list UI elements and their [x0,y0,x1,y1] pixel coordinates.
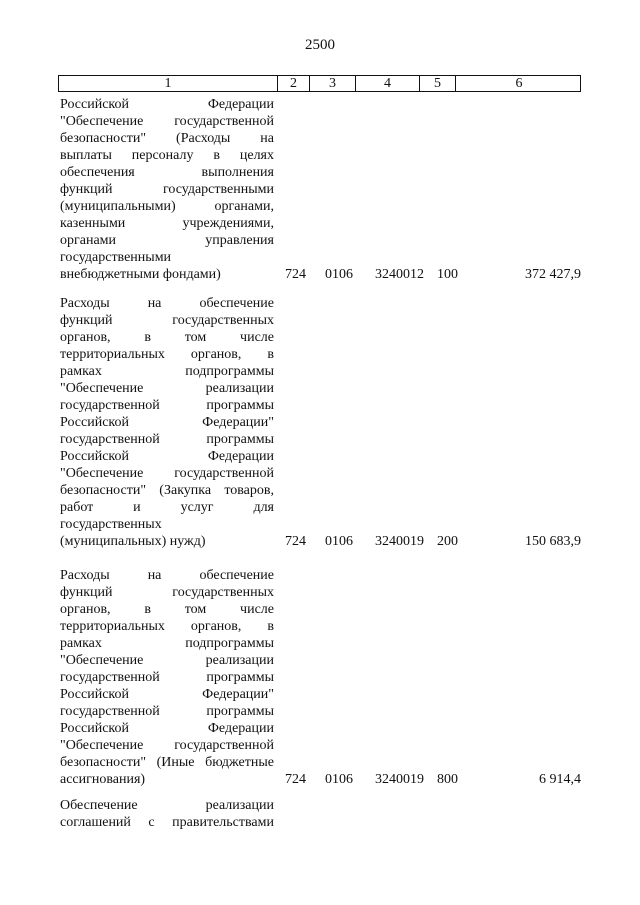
description-line: (муниципальными) органами, [60,199,274,214]
row-description [60,295,274,550]
ministry-code: 724 [285,267,306,282]
row-description [60,797,274,831]
description-line: казенными учреждениями, [60,216,274,231]
description-line: ассигнования) [60,772,146,787]
table-header-row [58,75,581,92]
row-description [60,96,274,283]
description-line: Расходы на обеспечение [60,296,274,311]
section-code: 0106 [325,534,353,549]
column-header-2: 2 [277,76,309,91]
target-code: 3240012 [375,267,424,282]
description-line: Российской Федерации [60,449,274,464]
column-header-5: 5 [419,76,455,91]
description-line: Российской Федерации [60,97,274,112]
description-line: "Обеспечение государственной [60,466,274,481]
description-line: (муниципальных) нужд) [60,534,206,549]
amount: 6 914,4 [539,772,581,787]
row-description [60,567,274,788]
description-line: внебюджетными фондами) [60,267,221,282]
description-line: рамках подпрограммы [60,636,274,651]
description-line: работ и услуг для [60,500,274,515]
expense-type-code: 100 [437,267,458,282]
description-line: "Обеспечение реализации [60,653,274,668]
description-line: Расходы на обеспечение [60,568,274,583]
description-line: Российской Федерации [60,721,274,736]
section-code: 0106 [325,772,353,787]
description-line: органами управления [60,233,274,248]
description-line: государственными [60,250,172,265]
description-line: органов, в том числе [60,330,274,345]
description-line: "Обеспечение государственной [60,114,274,129]
expense-type-code: 800 [437,772,458,787]
description-line: безопасности" (Расходы на [60,131,274,146]
description-line: Российской Федерации" [60,415,274,430]
description-line: государственной программы [60,432,274,447]
amount: 372 427,9 [525,267,581,282]
ministry-code: 724 [285,772,306,787]
description-line: органов, в том числе [60,602,274,617]
description-line: рамках подпрограммы [60,364,274,379]
target-code: 3240019 [375,772,424,787]
target-code: 3240019 [375,534,424,549]
section-code: 0106 [325,267,353,282]
description-line: государственной программы [60,670,274,685]
description-line: "Обеспечение реализации [60,381,274,396]
description-line: выплаты персоналу в целях [60,148,274,163]
description-line: безопасности" (Закупка товаров, [60,483,274,498]
column-header-4: 4 [355,76,419,91]
description-line: государственной программы [60,704,274,719]
page-number: 2500 [305,37,335,53]
description-line: обеспечения выполнения [60,165,274,180]
description-line: функций государственных [60,313,274,328]
description-line: государственной программы [60,398,274,413]
description-line: государственных [60,517,162,532]
description-line: территориальных органов, в [60,619,274,634]
description-line: соглашений с правительствами [60,815,274,830]
description-line: территориальных органов, в [60,347,274,362]
description-line: безопасности" (Иные бюджетные [60,755,274,770]
description-line: Российской Федерации" [60,687,274,702]
description-line: Обеспечение реализации [60,798,274,813]
expense-type-code: 200 [437,534,458,549]
column-header-3: 3 [309,76,355,91]
description-line: функций государственными [60,182,274,197]
description-line: функций государственных [60,585,274,600]
column-header-1: 1 [164,76,172,91]
description-line: "Обеспечение государственной [60,738,274,753]
amount: 150 683,9 [525,534,581,549]
column-header-6: 6 [455,76,582,91]
ministry-code: 724 [285,534,306,549]
